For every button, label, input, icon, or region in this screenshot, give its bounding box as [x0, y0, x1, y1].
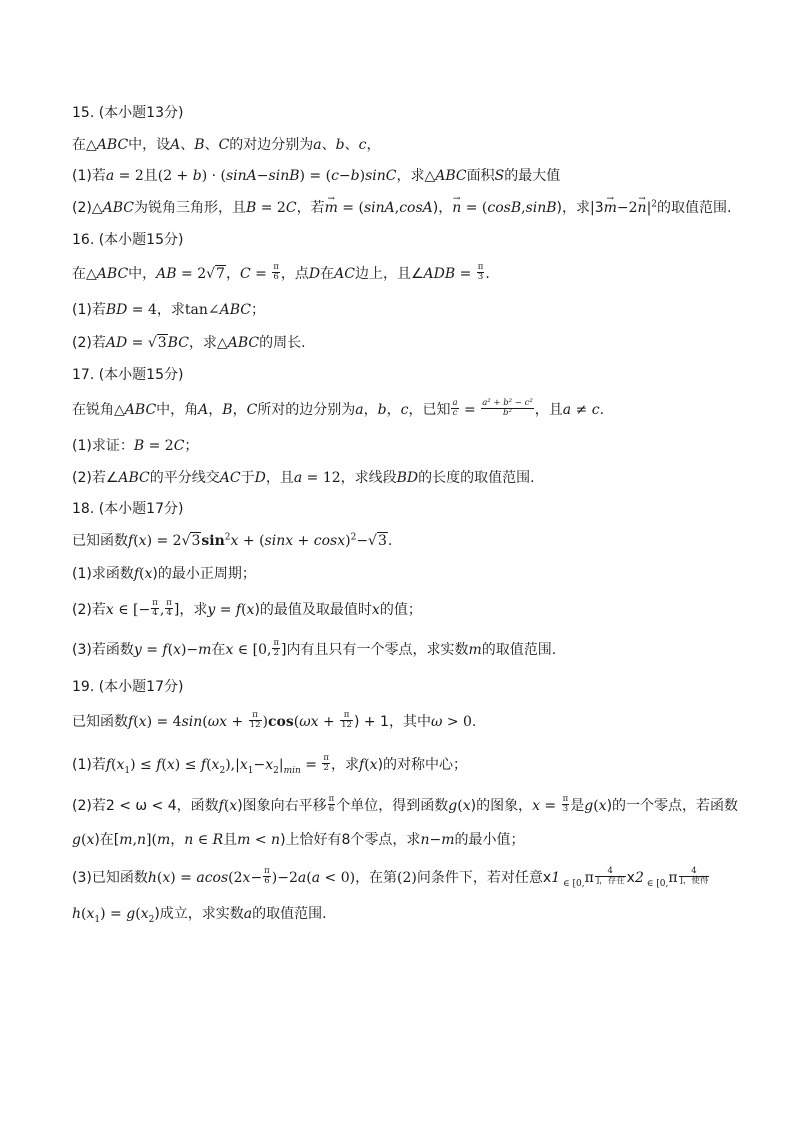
q17-header: 17. (本小题15分) — [72, 367, 184, 383]
fraction: $\frac{\pi}{4}$ — [152, 597, 158, 618]
fraction: $\frac{\pi}{2}$ — [323, 752, 330, 773]
q16-header: 16. (本小题15分) — [72, 232, 184, 248]
fraction: $\frac{4}{\text{]，存在}}$ — [595, 865, 625, 886]
q15-header: 15. (本小题13分) — [72, 105, 184, 121]
q15-part1: (1)若a = 2且(2 + b) · (sinA−sinB) = (c−b)sinC，求△ABC面积S的最大值 — [72, 168, 561, 184]
q19-part2-line1: (2)若2 < ω < 4，函数f(x)图象向右平移 $\frac{\pi}{6}$ 个单位，得到函数g(x)的图象，x = $\frac{\pi}{3}$ 是g(x)的一个零点，若函数 — [72, 793, 739, 814]
fraction: $\frac{\pi}{12}$ — [249, 709, 261, 730]
fraction: $\frac{\pi}{3}$ — [477, 261, 484, 282]
fraction: $\frac{\pi}{4}$ — [166, 597, 172, 618]
q15-stem: 在△ABC中，设A、B、C的对边分别为a、b、c， — [72, 137, 381, 153]
fraction: $\frac{\pi}{3}$ — [562, 793, 569, 814]
q19-header: 19. (本小题17分) — [72, 679, 184, 695]
q17-stem: 在锐角△ABC中，角A，B，C所对的边分别为a，b，c，已知 $\frac{a}{c}$ = $\frac{\text{a² + b² − c²}}{\text{b²}}$ ，且a ≠ c. — [72, 397, 605, 418]
vector-n: → n — [452, 198, 461, 218]
fraction: $\frac{\pi}{12}$ — [341, 709, 352, 730]
fraction: $\frac{\pi}{6}$ — [328, 793, 335, 814]
q17-part1: (1)求证：B = 2C； — [72, 438, 199, 454]
fraction: $\frac{\text{a² + b² − c²}}{\text{b²}}$ — [482, 397, 533, 418]
vector-m: → m — [325, 198, 338, 218]
q18-part2: (2)若x ∈ [− $\frac{\pi}{4}$ , $\frac{\pi}{4}$ ]，求y = f(x)的最值及取最值时x的值； — [72, 597, 422, 618]
q16-part1: (1)若BD = 4，求tan∠ABC； — [72, 302, 265, 318]
q19-part1: (1)若$f(x_1) \le f(x) \le f(x_2),|x_1-x_2|_{min}$ = $\frac{\pi}{2}$ ，求f(x)的对称中心； — [72, 752, 468, 776]
q19-part3-line1: (3)已知函数h(x) = acos(2x− $\frac{\pi}{6}$ )−2a(a < 0)，在第(2)问条件下，若对任意x1 $_{\in [0,}$π $\frac{4}{\text{]，存在}}$ x2 $_{\in [0,}$π $\frac{4}{\text{]，使得}}$ — [72, 865, 709, 889]
fraction: $\frac{\pi}{6}$ — [273, 261, 279, 282]
fraction: $\frac{\pi}{6}$ — [264, 865, 270, 886]
q19-part2-line2: g(x)在[m,n](m，n ∈ R且m < n)上恰好有8个零点，求n−m的最小值； — [72, 832, 525, 848]
q19-part3-line2: $h(x_1) = g(x_2)$成立，求实数a的取值范围. — [72, 906, 327, 925]
q15-part2: (2)△ABC为锐角三角形，且B = 2C，若→ m = (sinA,cosA)，→ n = (cosB,sinB)，求$|3\to m-2\to n|^2$的取值范围. — [72, 198, 732, 218]
fraction: $\frac{4}{\text{]，使得}}$ — [679, 865, 709, 886]
q18-part1: (1)求函数f(x)的最小正周期； — [72, 566, 256, 582]
q17-part2: (2)若∠ABC的平分线交AC于D，且a = 12，求线段BD的长度的取值范围. — [72, 470, 535, 486]
q16-stem: 在△ABC中，AB = 2√7，C = $\frac{\pi}{6}$ ，点D在AC边上，且∠ADB = $\frac{\pi}{3}$ . — [72, 261, 490, 282]
q18-part3: (3)若函数y = f(x)−m在x ∈ [0, $\frac{\pi}{2}$ ]内有且只有一个零点，求实数m的取值范围. — [72, 637, 557, 658]
q19-stem: 已知函数f(x) = 4sin(ωx + $\frac{\pi}{12}$ )cos(ωx + $\frac{\pi}{12}$ ) + 1，其中ω > 0. — [72, 709, 477, 730]
fraction: $\frac{\pi}{2}$ — [273, 637, 280, 658]
q18-stem: 已知函数$f(x) = 2√3\sin^2x + (\sin x + \cos x)^2-√3$. — [72, 532, 393, 549]
q16-part2: (2)若AD = √3BC，求△ABC的周长. — [72, 335, 306, 351]
fraction: $\frac{a}{c}$ — [452, 397, 458, 418]
q18-header: 18. (本小题17分) — [72, 501, 184, 517]
